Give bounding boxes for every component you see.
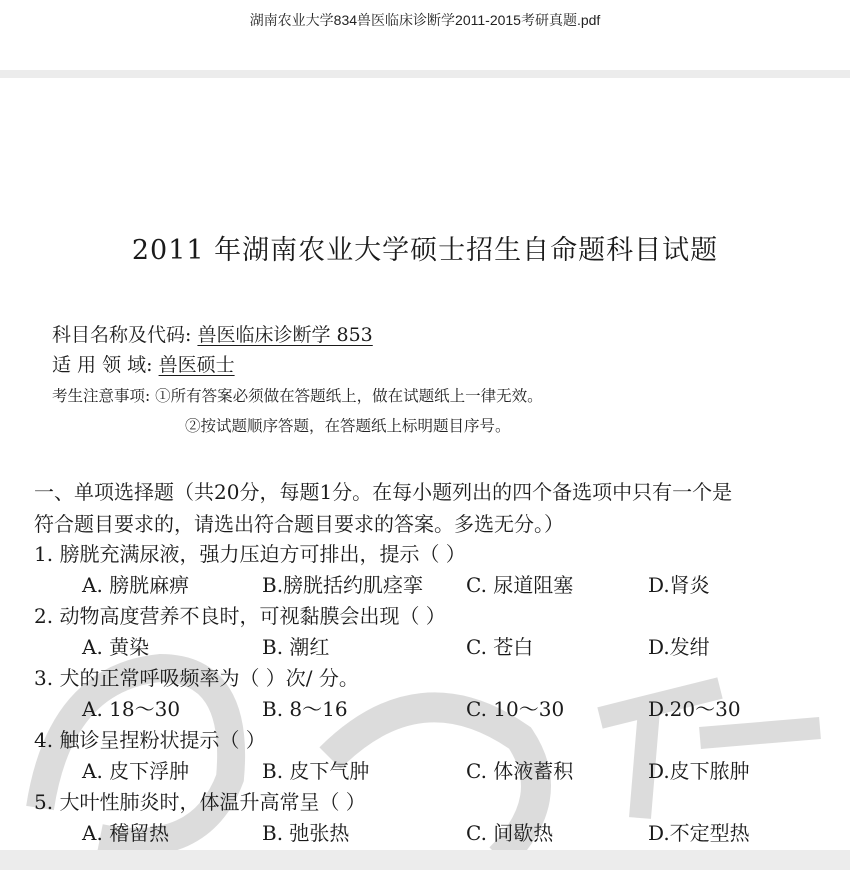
footer-separator bbox=[0, 850, 850, 870]
note-1: ①所有答案必须做在答题纸上，做在试题纸上一律无效。 bbox=[155, 387, 543, 405]
question-stem: 3. 犬的正常呼吸频率为（ ）次/ 分。 bbox=[34, 666, 359, 690]
notes-row-1 bbox=[52, 384, 543, 406]
question-stem: 1. 膀胱充满尿液，强力压迫方可排出，提示（ ） bbox=[34, 542, 466, 566]
option-b: B. 皮下气肿 bbox=[262, 759, 370, 783]
file-title: 湖南农业大学834兽医临床诊断学2011-2015考研真题.pdf bbox=[249, 12, 601, 28]
option-b: B.膀胱括约肌痉挛 bbox=[262, 573, 424, 597]
option-a: A. 稽留热 bbox=[82, 821, 170, 845]
option-d: D.不定型热 bbox=[648, 821, 750, 845]
option-d: D.发绀 bbox=[648, 635, 710, 659]
option-d: D.皮下脓肿 bbox=[648, 759, 750, 783]
section-heading-line2: 符合题目要求的，请选出符合题目要求的答案。多选无分。） bbox=[34, 512, 564, 536]
option-d: D.肾炎 bbox=[648, 573, 710, 597]
question-stem: 2. 动物高度营养不良时，可视黏膜会出现（ ） bbox=[34, 604, 446, 628]
subject-row bbox=[52, 320, 373, 347]
subject-label: 科目名称及代码: bbox=[52, 324, 192, 346]
file-header bbox=[0, 0, 850, 72]
option-a: A. 膀胱麻痹 bbox=[82, 573, 190, 597]
option-c: C. 苍白 bbox=[466, 635, 534, 659]
option-a: A. 18～30 bbox=[82, 697, 181, 721]
question-stem: 5. 大叶性肺炎时，体温升高常呈（ ） bbox=[34, 790, 366, 814]
option-c: C. 体液蓄积 bbox=[466, 759, 574, 783]
option-b: B. 潮红 bbox=[262, 635, 330, 659]
option-d: D.20～30 bbox=[648, 697, 741, 721]
header-separator bbox=[0, 70, 850, 78]
field-value: 兽医硕士 bbox=[158, 354, 235, 376]
option-b: B. 8～16 bbox=[262, 697, 348, 721]
option-a: A. 皮下浮肿 bbox=[82, 759, 190, 783]
section-heading-line1: 一、单项选择题（共20分，每题1分。在每小题列出的四个备选项中只有一个是 bbox=[34, 480, 733, 504]
notes-label: 考生注意事项: bbox=[52, 387, 151, 405]
note-2: ②按试题顺序答题，在答题纸上标明题目序号。 bbox=[185, 417, 511, 435]
option-c: C. 尿道阻塞 bbox=[466, 573, 574, 597]
option-b: B. 弛张热 bbox=[262, 821, 350, 845]
option-c: C. 10～30 bbox=[466, 697, 565, 721]
document-page bbox=[0, 78, 850, 850]
subject-value: 兽医临床诊断学 853 bbox=[197, 324, 373, 346]
field-label: 适 用 领 域: bbox=[52, 354, 153, 376]
option-a: A. 黄染 bbox=[82, 635, 150, 659]
field-row bbox=[52, 350, 235, 377]
exam-title: 2011 年湖南农业大学硕士招生自命题科目试题 bbox=[131, 235, 719, 266]
question-stem: 4. 触诊呈捏粉状提示（ ） bbox=[34, 728, 266, 752]
option-c: C. 间歇热 bbox=[466, 821, 554, 845]
